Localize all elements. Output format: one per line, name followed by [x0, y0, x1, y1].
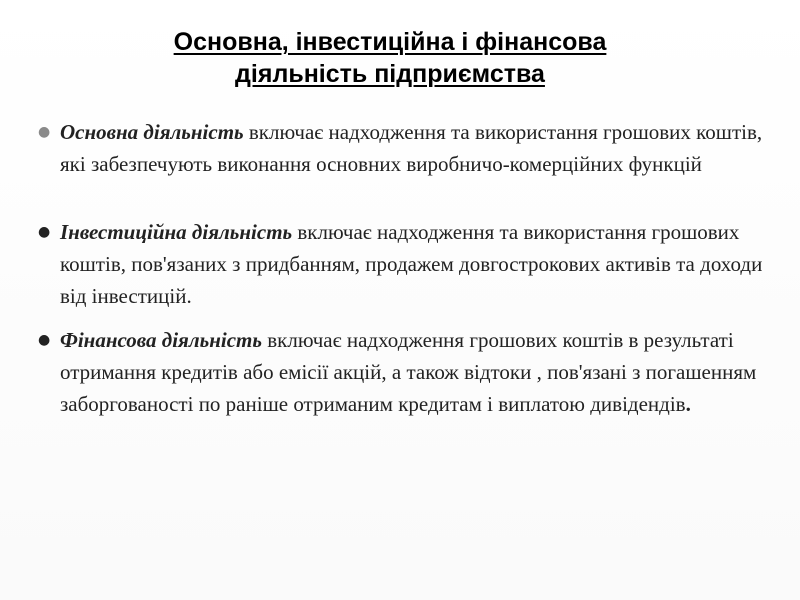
term-investing: Інвестиційна діяльність — [60, 220, 293, 244]
slide-title — [60, 26, 720, 90]
text-investing: включає надходження та використання грошових коштів, пов'язаних з придбанням, продажем довгострокових активів та доходи від інвестицій. — [60, 220, 763, 308]
bullet-item-investing — [38, 216, 772, 312]
text-financing: включає надходження грошових коштів в результаті отримання кредитів або емісії акцій, а також відтоки , пов'язані з погашенням заборгованості по раніше отриманим кредитам і виплатою дивідендів — [60, 328, 757, 416]
bullet-dot-icon: ● — [38, 124, 51, 140]
bullet-dot-icon: ● — [38, 332, 51, 348]
bullet-item-financing — [38, 324, 772, 420]
bullet-dot-icon: ● — [38, 224, 51, 240]
term-operating: Основна діяльність — [60, 120, 244, 144]
text-operating: включає надходження та використання грошових коштів, які забезпечують виконання основних виробничо-комерційних функцій — [60, 120, 763, 176]
title-line-2: діяльність підприємства — [235, 60, 545, 88]
title-line-1: Основна, інвестиційна і фінансова — [173, 28, 607, 56]
bullet-list — [38, 116, 772, 420]
bullet-item-operating — [38, 116, 772, 180]
text-financing-end: . — [685, 392, 691, 416]
term-financing: Фінансова діяльність — [60, 328, 262, 352]
